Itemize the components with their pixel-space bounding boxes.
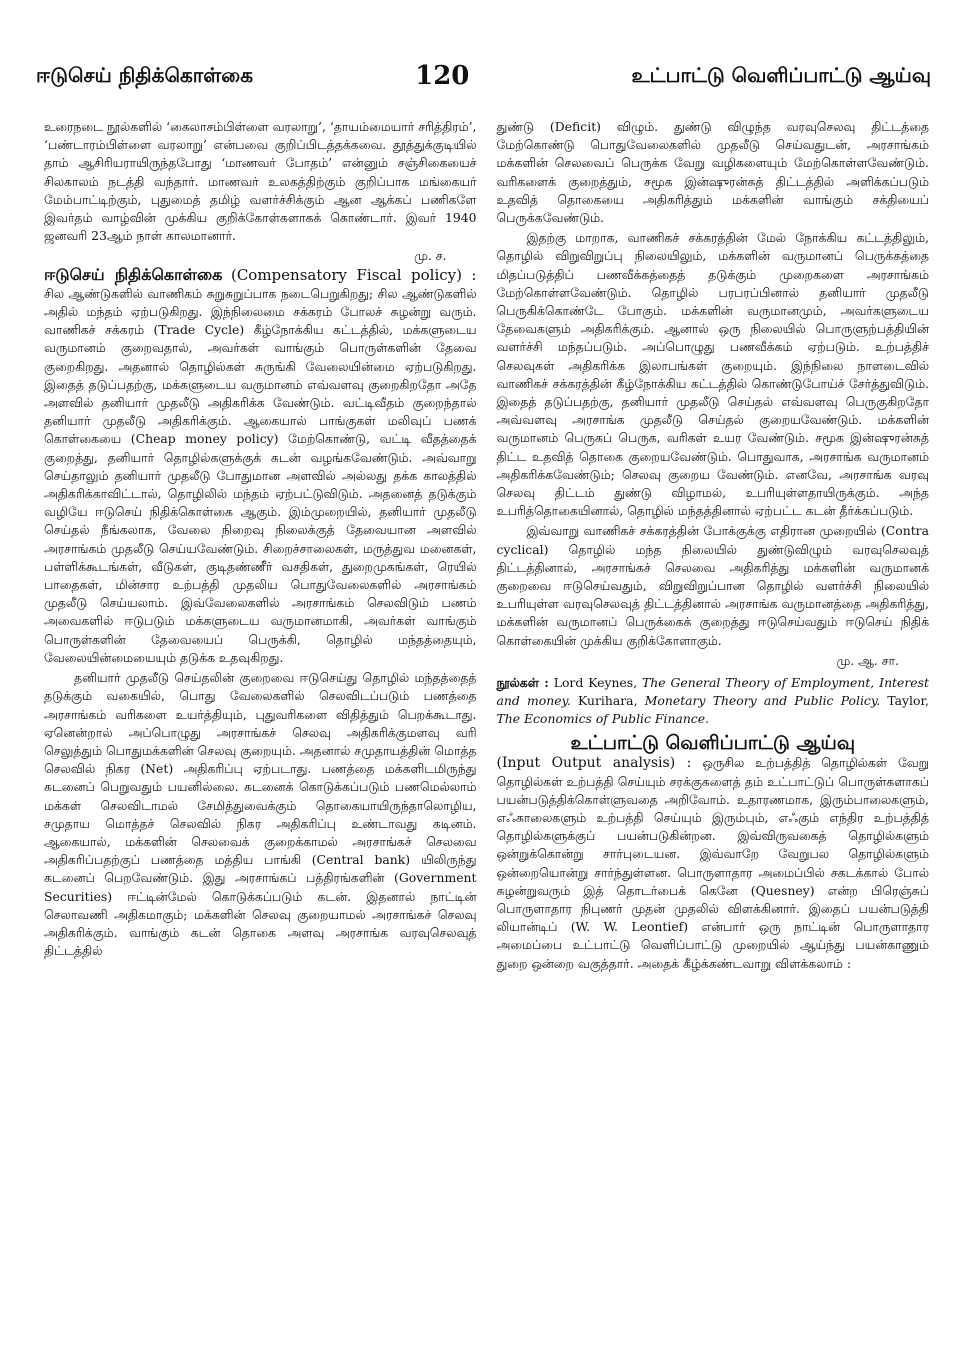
entry-title-english: (Compensatory Fiscal policy) : [230, 265, 477, 284]
reference-title: The General Theory of Employment, Interest and money. [496, 675, 929, 709]
author-initials: மு. ச. [414, 248, 447, 264]
columns [44, 118, 929, 975]
reference-title: Monetary Theory and Public Policy. [644, 693, 881, 709]
paragraph: இவ்வாறு வாணிகச் சக்கரத்தின் போக்குக்கு எதிரான முறையில் (Contra cyclical) தொழில் மந்த நிலையில் துண்டுவிழும் வரவுசெலவுத் திட்டத்தினால், அரசாங்கச் செலவை அதிகரித்து மக்களின் வருமானக் குறைவை ஈடுசெய்வதும், விறுவிறுப்பான தொழில் வளர்ச்சி நிலையில் உபரியுள்ள வரவுசெலவுத் திட்டத்தினால் அரசாங்க வருமானத்தை அதிகரித்து, மக்களின் வருமானப் பெருக்கைக் குறைத்து ஈடுசெய்வதும் ஈடுசெய் நிதிக் கொள்கையின் முக்கிய குறிக்கோளாகும். [496, 523, 929, 648]
author-initials: மு. ஆ. சா. [836, 652, 899, 668]
page-header [36, 56, 931, 96]
page-number: 120 [415, 61, 470, 91]
paragraph: துண்டு (Deficit) விழும். துண்டு விழுந்த வரவுசெலவு திட்டத்தை மேற்கொண்டு பொதுவேலைகளில் முதலீடு செய்வதுடன், அரசாங்கம் மக்களின் செலவைப் பெருக்க வேறு வழிகளையும் மேற்கொள்ளவேண்டும். வரிகளைக் குறைத்தும், சமூக இன்ஷுரன்சுத் திட்டத்தில் அளிக்கப்படும் உதவித் தொகையை அதிகரித்தும் மக்களின் வாங்கும் சக்தியைப் பெருக்கவேண்டும். [496, 119, 929, 226]
reference-author: Lord Keynes, [553, 675, 638, 691]
references-label: நூல்கள் : [496, 675, 549, 691]
paragraph: இதற்கு மாறாக, வாணிகச் சக்கரத்தின் மேல் நோக்கிய கட்டத்திலும், தொழில் விறுவிறுப்பு நிலையிலும், மக்களின் வருமானப் பெருக்கத்தை மிதப்படுத்திப் பணவீக்கத்தைத் தடுக்கும் முறைகளை அரசாங்கம் மேற்கொள்ளவேண்டும். தொழில் பரபரப்பினால் தனியார் முதலீடு பெருகிக்கொண்டே போகும். மக்களின் வருமானமும், அவர்களுடைய தேவைகளும் அதிகரிக்கும். ஆனால் ஒரு நிலையில் பொருளுற்பத்தியின் வளர்ச்சி மந்தப்படும். அப்பொழுது பணவீக்கம் ஏற்படும். உற்பத்திச் செலவுகள் அதிகரிக்க இலாபங்கள் குறையும். இந்நிலை நாளடைவில் வாணிகச் சக்கரத்தின் கீழ்நோக்கிய கட்டத்தில் கொண்டுபோய்ச் சேர்த்துவிடும். இதைத் தடுப்பதற்கு, தனியார் முதலீடு செய்தல் எவ்வளவு பெருகுகிறதோ அவ்வளவு அரசாங்க முதலீடு செய்தல் குறையவேண்டும். மக்களின் வருமானம் பெருகப் பெருக, வரிகள் உயர வேண்டும். சமூக இன்ஷுரன்சுத் திட்ட உதவித் தொகை குறையவேண்டும். பொதுவாக, அரசாங்க வருமானம் அதிகரிக்கவேண்டும்; செலவு குறைய வேண்டும். எனவே, அரசாங்க வரவு செலவு திட்டம் துண்டு விழாமல், உபரியுள்ளதாயிருக்கும். அந்த உபரித்தொகையினால், தொழில் மந்தத்தினால் ஏற்பட்ட கடன் தீர்க்கப்படும். [496, 230, 929, 519]
entry-title: ஈடுசெய் நிதிக்கொள்கை [44, 264, 223, 284]
paragraph-body: ஒருசில உற்பத்தித் தொழில்கள் வேறு தொழில்கள் உற்பத்தி செய்யும் சரக்குகளைத் தம் உட்பாட்டுப் பொருள்களாகப் பயன்படுத்திக்கொள்ளுவதை அறிவோம். உதாரணமாக, இரும்பாலைகளும், எஃகாலைகளும் உற்பத்தி செய்யும் இரும்பும், எஃகும் எந்திர உற்பத்தித் தொழில்களுக்குப் பயன்படுகின்றன. இவ்விருவகைத் தொழில்களும் ஒன்றுக்கொன்று சார்புடையன. இவ்வாறே வேறுபல தொழில்களும் ஒன்றையொன்று சார்ந்துள்ளன. பொருளாதார அமைப்பில் சகடக்கால் போல் சுழன்றுவரும் இத் தொடர்பைக் கெனே (Quesney) என்ற பிரெஞ்சுப் பொருளாதார நிபுணர் முதன் முதலில் விளக்கினார். இதைப் பயன்படுத்தி லியான்டிப் (W. W. Leontief) என்பார் ஒரு நாட்டின் பொருளாதார அமைப்பை உட்பாட்டு வெளிப்பாட்டு முறையில் ஆய்ந்து பயன்காணும் துறை ஒன்றை வகுத்தார். அதைக் கீழ்க்கண்டவாறு விளக்கலாம் : [496, 755, 929, 971]
paragraph: தனியார் முதலீடு செய்தலின் குறைவை ஈடுசெய்து தொழில் மந்தத்தைத் தடுக்கும் வகையில், பொது வேலைகளில் செலவிடப்படும் பணத்தை அரசாங்கம் வரிகளை உயர்த்தியும், புதுவரிகளை விதித்தும் பெறக்கூடாது. ஏனென்றால் அப்பொழுது அரசாங்கச் செலவு அதிகரிக்குமளவு வரி செலுத்தும் பொதுமக்களின் செலவு குறையும். அதனால் சமுதாயத்தின் மொத்த செலவில் நிகர (Net) அதிகரிப்பு ஏற்படாது. பணத்தை மக்களிடமிருந்து கடனைப் பெறுவதும் பயனில்லை. கடனைக் கொடுக்கப்படும் பணமெல்லாம் மக்கள் செலவிடாமல் சேமித்துவைக்கும் தொகையாயிருந்தாலொழிய, சமுதாய மொத்தச் செலவில் நிகர அதிகரிப்பு உண்டாவது கடினம். ஆகையால், மக்களின் செலவைக் குறைக்காமல் அரசாங்கச் செலவை அதிகரிப்பதற்குப் பணத்தை மத்திய பாங்கி (Central bank) யிலிருந்து கடனைப் பெறவேண்டும். இது அரசாங்கப் பத்திரங்களின் (Government Securities) ஈட்டின்மேல் கொடுக்கப்படும் கடன். இதனால் நாட்டின் செலாவணி அதிகமாகும்; மக்களின் செலவு குறையாமல் அரசாங்கச் செலவு அதிகரிக்கும். வாங்கும் கடன் தொகை அளவு அரசாங்க வரவுசெலவுத் திட்டத்தில் [44, 670, 477, 959]
running-head-right: உட்பாட்டு வெளிப்பாட்டு ஆய்வு [631, 62, 931, 87]
reference-author: Kurihara, [578, 693, 638, 709]
paragraph-body: சில ஆண்டுகளில் வாணிகம் சுறுசுறுப்பாக நடைபெறுகிறது; சில ஆண்டுகளில் அதில் மந்தம் ஏற்படுகிறது. இந்நிலைமை சக்கரம் போலச் சுழன்று வரும். வாணிகச் சக்கரம் (Trade Cycle) கீழ்நோக்கிய கட்டத்தில், மக்களுடைய வருமானம் குறைவதால், அவர்கள் வாங்கும் பொருள்களின் தேவை குறைகிறது. அதனால் தொழில்கள் சுருங்கி வேலையின்மை ஏற்படுகிறது. இதைத் தடுப்பதற்கு, மக்களுடைய வருமானம் எவ்வளவு குறைகிறதோ அதே அளவில் தனியார் முதலீடு அதிகரிக்க வேண்டும். வட்டிவீதம் குறைந்தால் தனியார் முதலீடு அதிகரிக்கும். ஆகையால் பாங்குகள் மலிவுப் பணக் கொள்கையை (Cheap money policy) மேற்கொண்டு, வட்டி வீதத்தைக் குறைத்து, தனியார் தொழில்களுக்குக் கடன் வழங்கவேண்டும். அவ்வாறு செய்தாலும் தனியார் முதலீடு போதுமான அளவில் அல்லது தக்க காலத்தில் அதிகரிக்காவிட்டால், தொழிலில் மந்தம் ஏற்பட்டுவிடும். அதனைத் தடுக்கும் வழியே ஈடுசெய் நிதிக்கொள்கை ஆகும். இம்முறையில், தனியார் முதலீடு செய்தல் நீங்கலாக, வேலை நிறைவு நிலைக்குத் தேவையான அளவில் அரசாங்கம் முதலீடு செய்யவேண்டும். சிறைச்சாலைகள், மருத்துவ மனைகள், பள்ளிக்கூடங்கள், வீடுகள், குடிதண்ணீர் வசதிகள், துறைமுகங்கள், ரெயில் பாதைகள், மின்சார உற்பத்தி முதலிய பொதுவேலைகளில் அரசாங்கம் முதலீடு செய்யலாம். இவ்வேலைகளில் அரசாங்கம் செலவிடும் பணம் அவைகளில் ஈடுபடும் மக்களுடைய வருமானமாகி, அவர்கள் வாங்கும் பொருள்களின் தேவையைப் பெருக்கி, தொழில் மந்தத்தையும், வேலையின்மையையும் தடுக்க உதவுகிறது. [44, 285, 477, 665]
entry-title: உட்பாட்டு வெளிப்பாட்டு ஆய்வு [570, 732, 855, 755]
running-head-left: ஈடுசெய் நிதிக்கொள்கை [36, 62, 254, 87]
entry-paragraph [497, 754, 930, 972]
entry-paragraph [44, 266, 477, 667]
reference-title: The Economics of Public Finance. [496, 711, 710, 727]
entry-title-english: (Input Output analysis) : [496, 755, 692, 772]
references [497, 674, 930, 728]
right-column [497, 118, 930, 975]
reference-author: Taylor, [887, 693, 929, 709]
left-column [44, 118, 477, 975]
paragraph: உரைநடை நூல்களில் ‘கைலாசம்பிள்ளை வரலாறு’, ‘தாயம்மையார் சரித்திரம்’, ‘பண்டாரம்பிள்ளை வரலாறு’ என்பவை குறிப்பிடத்தக்கவை. தூத்துக்குடியில் தாம் ஆசிரியராயிருந்தபோது ‘மாணவர் போதம்’ என்னும் சஞ்சிகையைச் சிலகாலம் நடத்தி வந்தார். மாணவர் உலகத்திற்கும் குறிப்பாக மங்கையர் மேம்பாட்டிற்கும், புதுமைத் தமிழ் வளர்ச்சிக்கும் ஆன ஆக்கப் பணிகளே இவர்தம் வாழ்வின் முக்கிய குறிக்கோள்களாகக் கொண்டார். இவர் 1940 ஜனவரி 23ஆம் நாள் காலமானார். [44, 119, 477, 244]
